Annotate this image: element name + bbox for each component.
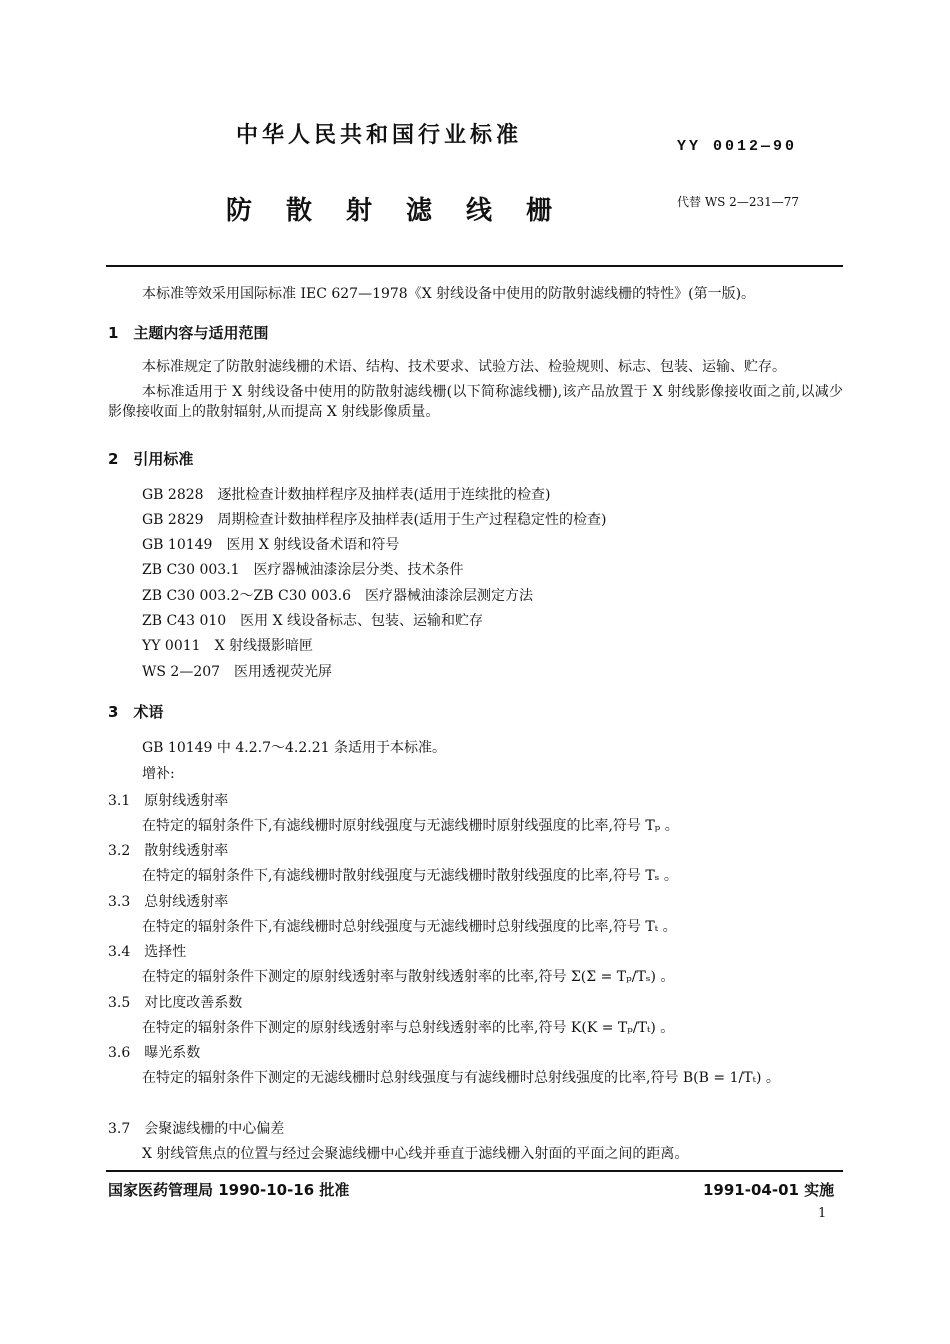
term-definition: 在特定的辐射条件下,有滤线栅时总射线强度与无滤线栅时总射线强度的比率,符号 Tₜ 。 bbox=[142, 919, 677, 935]
reference-item: ZB C30 003.1 医疗器械油漆涂层分类、技术条件 bbox=[142, 562, 464, 578]
standard-category: 中华人民共和国行业标准 bbox=[236, 123, 523, 148]
term-definition: 在特定的辐射条件下测定的原射线透射率与总射线透射率的比率,符号 K(K = Tₚ/Tₜ) 。 bbox=[142, 1020, 675, 1036]
intro-paragraph: 本标准等效采用国际标准 IEC 627—1978《X 射线设备中使用的防散射滤线栅的特性》(第一版)。 bbox=[142, 286, 756, 302]
approval-date: 国家医药管理局 1990-10-16 批准 bbox=[108, 1181, 350, 1199]
term-definition: 在特定的辐射条件下,有滤线栅时散射线强度与无滤线栅时散射线强度的比率,符号 Tₛ 。 bbox=[142, 868, 678, 884]
term-heading: 3.7 会聚滤线栅的中心偏差 bbox=[108, 1121, 285, 1137]
term-heading: 3.5 对比度改善系数 bbox=[108, 995, 243, 1011]
reference-item: GB 2829 周期检查计数抽样程序及抽样表(适用于生产过程稳定性的检查) bbox=[142, 512, 607, 528]
replaces-note: 代替 WS 2—231—77 bbox=[677, 195, 799, 209]
term-heading: 3.2 散射线透射率 bbox=[108, 843, 229, 859]
section-3-heading: 3 术语 bbox=[108, 703, 164, 721]
standard-code: YY 0012—90 bbox=[677, 138, 798, 155]
footer-rule bbox=[106, 1170, 843, 1172]
reference-item: GB 2828 逐批检查计数抽样程序及抽样表(适用于连续批的检查) bbox=[142, 487, 551, 503]
document-title: 防散射滤线栅 bbox=[226, 196, 587, 226]
reference-item: WS 2—207 医用透视荧光屏 bbox=[142, 664, 333, 680]
reference-item: ZB C30 003.2～ZB C30 003.6 医疗器械油漆涂层测定方法 bbox=[142, 588, 534, 604]
header-rule bbox=[106, 265, 843, 267]
term-definition: 在特定的辐射条件下测定的原射线透射率与散射线透射率的比率,符号 Σ(Σ = Tₚ/Tₛ) 。 bbox=[142, 969, 675, 985]
section-3-intro: GB 10149 中 4.2.7～4.2.21 条适用于本标准。 bbox=[142, 740, 446, 756]
reference-item: YY 0011 X 射线摄影暗匣 bbox=[142, 638, 313, 654]
effective-date: 1991-04-01 实施 bbox=[703, 1181, 835, 1199]
section-1-heading: 1 主题内容与适用范围 bbox=[108, 324, 269, 342]
term-heading: 3.6 曝光系数 bbox=[108, 1045, 201, 1061]
term-heading: 3.1 原射线透射率 bbox=[108, 793, 229, 809]
section-1-paragraph-2: 本标准适用于 X 射线设备中使用的防散射滤线栅(以下简称滤线栅),该产品放置于 X 射线影像接收面之前,以减少影像接收面上的散射辐射,从而提高 X 射线影像质量。 bbox=[108, 384, 843, 420]
page-number: 1 bbox=[818, 1206, 827, 1221]
reference-item: GB 10149 医用 X 射线设备术语和符号 bbox=[142, 537, 400, 553]
term-heading: 3.3 总射线透射率 bbox=[108, 894, 229, 910]
term-definition: 在特定的辐射条件下测定的无滤线栅时总射线强度与有滤线栅时总射线强度的比率,符号 B(B = 1/Tₜ) 。 bbox=[142, 1070, 780, 1086]
term-definition: 在特定的辐射条件下,有滤线栅时原射线强度与无滤线栅时原射线强度的比率,符号 Tₚ 。 bbox=[142, 818, 679, 834]
section-2-heading: 2 引用标准 bbox=[108, 450, 194, 468]
section-3-supplement: 增补: bbox=[142, 766, 175, 782]
term-heading: 3.4 选择性 bbox=[108, 944, 187, 960]
section-1-paragraph-1: 本标准规定了防散射滤线栅的术语、结构、技术要求、试验方法、检验规则、标志、包装、运输、贮存。 bbox=[142, 359, 786, 375]
reference-item: ZB C43 010 医用 X 线设备标志、包装、运输和贮存 bbox=[142, 613, 484, 629]
term-definition: X 射线管焦点的位置与经过会聚滤线栅中心线并垂直于滤线栅入射面的平面之间的距离。 bbox=[142, 1146, 689, 1162]
